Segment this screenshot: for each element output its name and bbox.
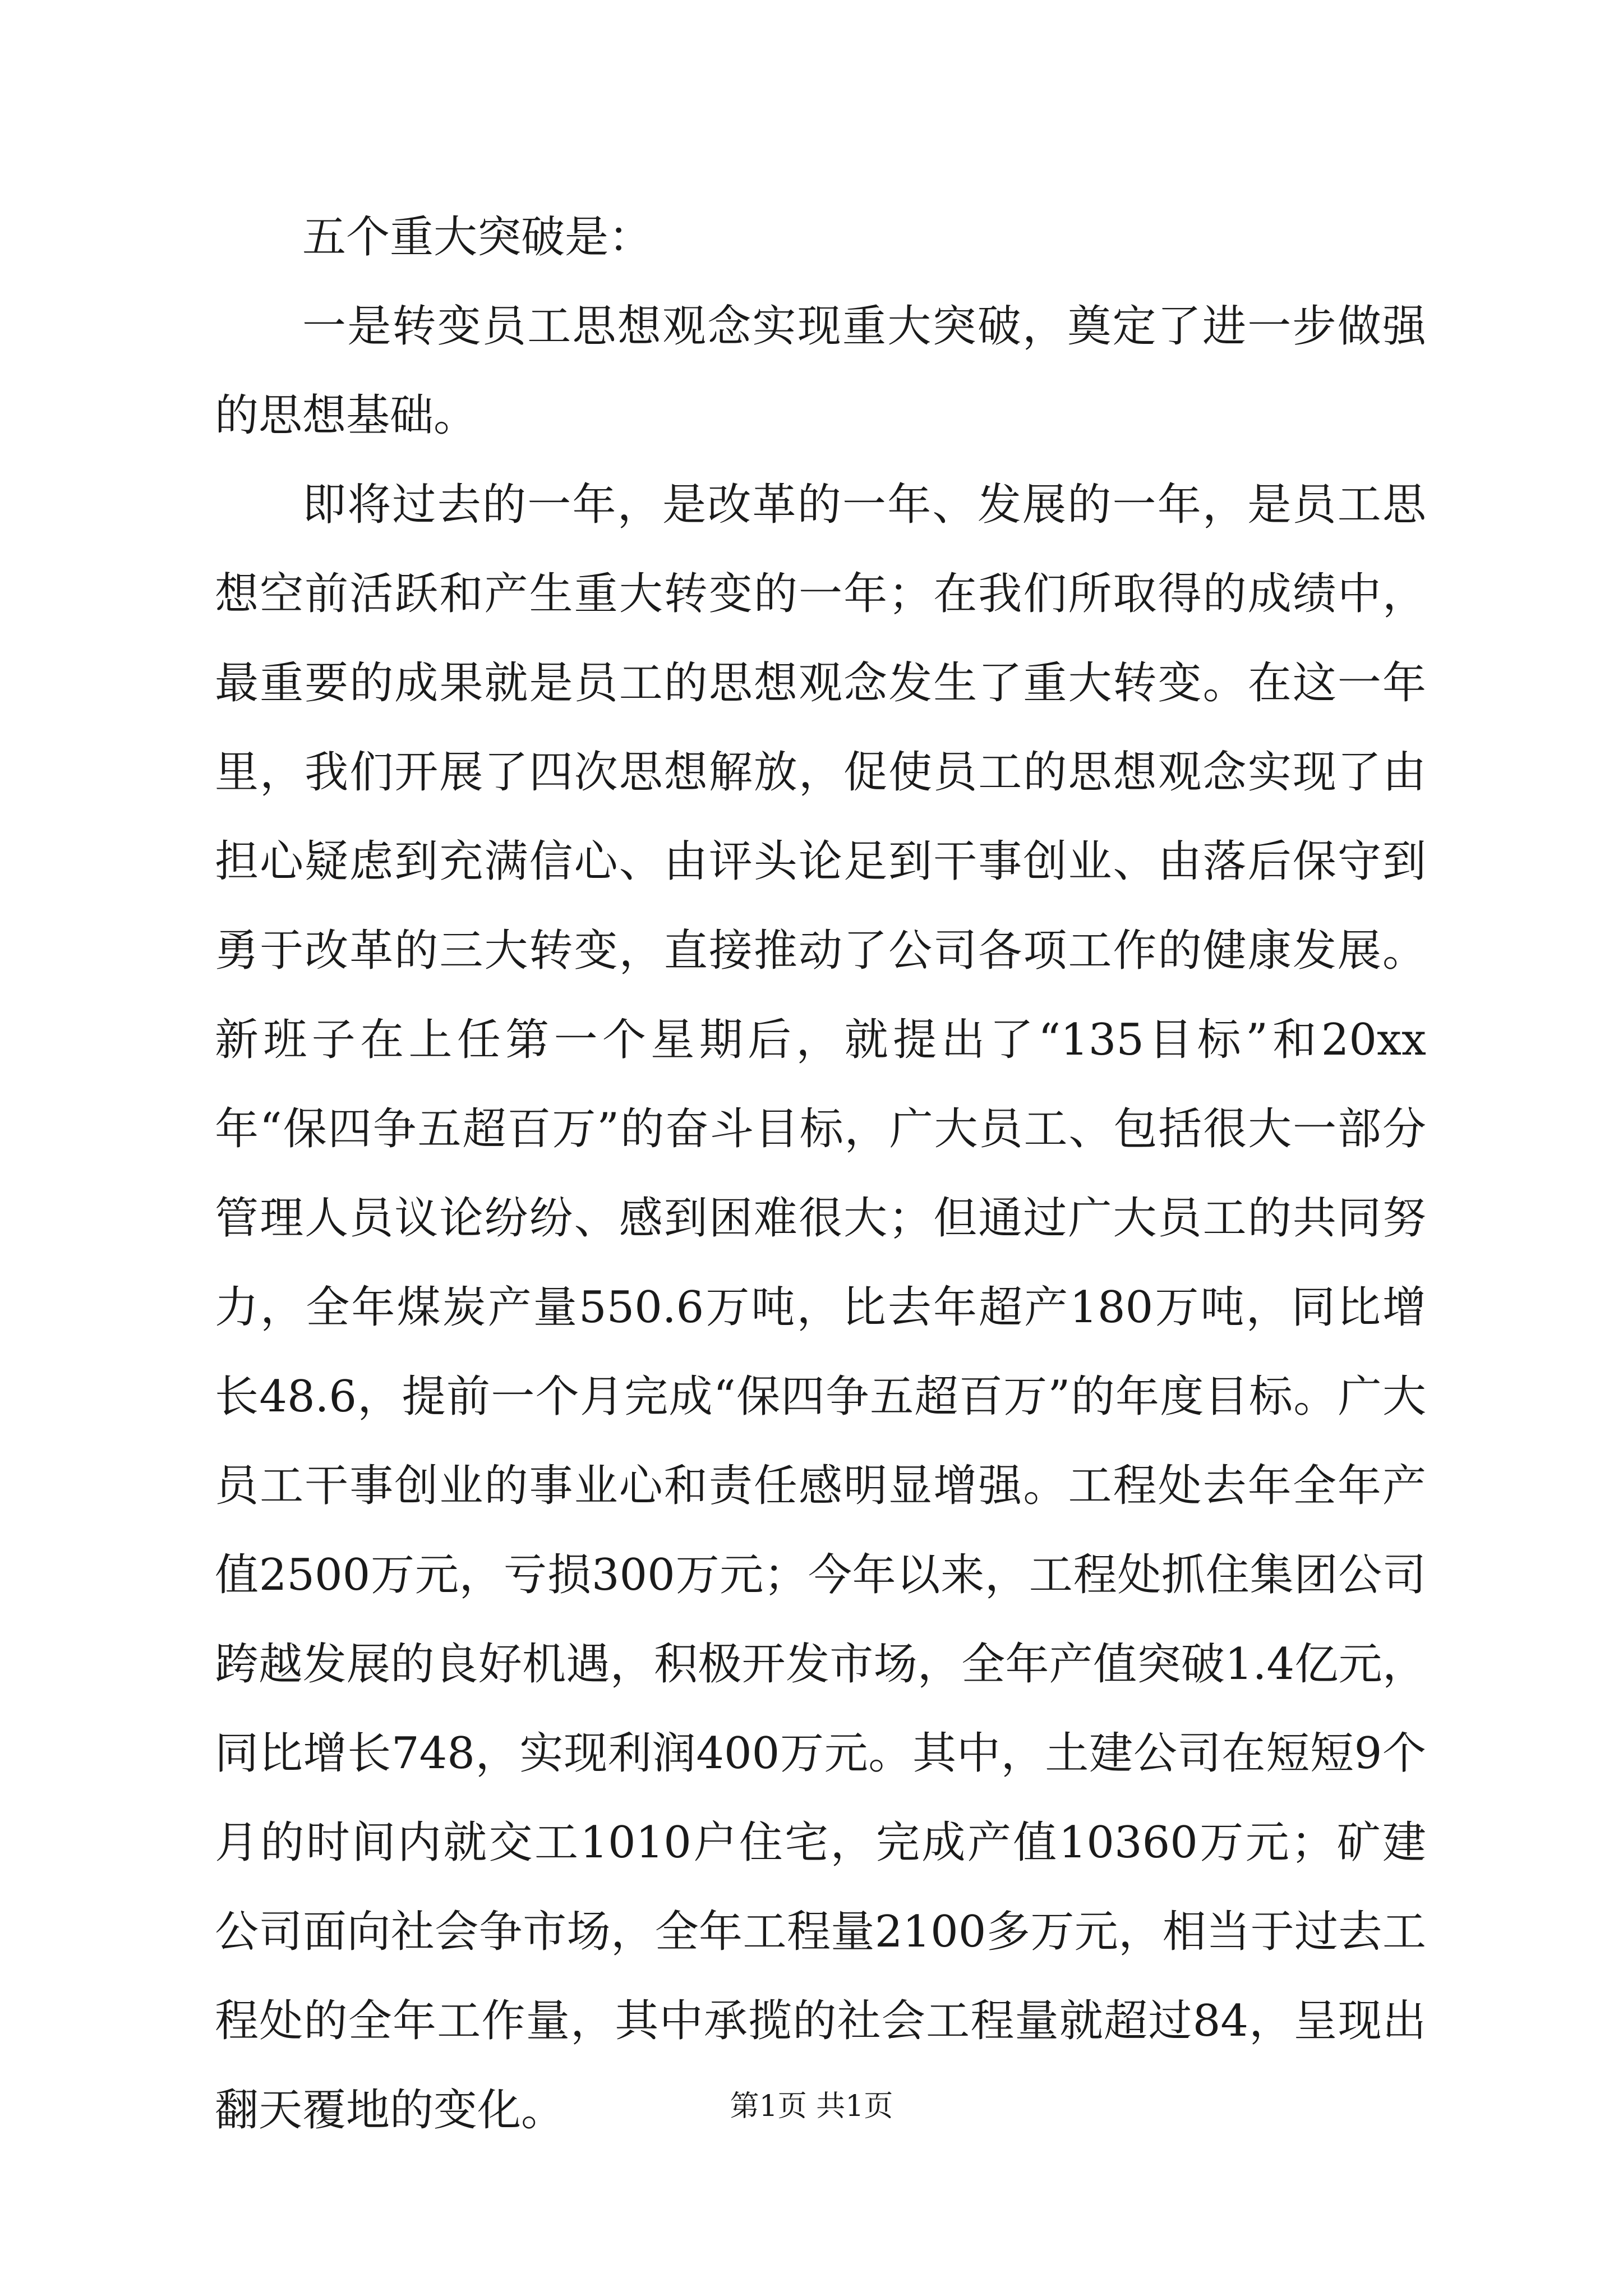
document-body [215, 193, 1426, 2155]
paragraph-breakthrough-one: 一是转变员工思想观念实现重大突破，奠定了进一步做强的思想基础。 [215, 301, 1426, 441]
paragraph-body: 即将过去的一年，是改革的一年、发展的一年，是员工思想空前活跃和产生重大转变的一年；在我们所取得的成绩中，最重要的成果就是员工的思想观念发生了重大转变。在这一年里，我们开展了四次思想解放，促使员工的思想观念实现了由担心疑虑到充满信心、由评头论足到干事创业、由落后保守到勇于改革的三大转变，直接推动了公司各项工作的健康发展。新班子在上任第一个星期后，就提出了“135目标”和20xx年“保四争五超百万”的奋斗目标，广大员工、包括很大一部分管理人员议论纷纷、感到困难很大；但通过广大员工的共同努力，全年煤炭产量550.6万吨，比去年超产180万吨，同比增长48.6，提前一个月完成“保四争五超百万”的年度目标。广大员工干事创业的事业心和责任感明显增强。工程处去年全年产值2500万元，亏损300万元；今年以来，工程处抓住集团公司跨越发展的良好机遇，积极开发市场，全年产值突破1.4亿元，同比增长748，实现利润400万元。其中，土建公司在短短9个月的时间内就交工1010户住宅，完成产值10360万元；矿建公司面向社会争市场，全年工程量2100多万元，相当于过去工程处的全年工作量，其中承揽的社会工程量就超过84，呈现出翻天覆地的变化。 [215, 480, 1426, 2136]
page-footer: 第1页 共1页 [730, 2090, 893, 2123]
paragraph-heading: 五个重大突破是： [302, 212, 653, 263]
